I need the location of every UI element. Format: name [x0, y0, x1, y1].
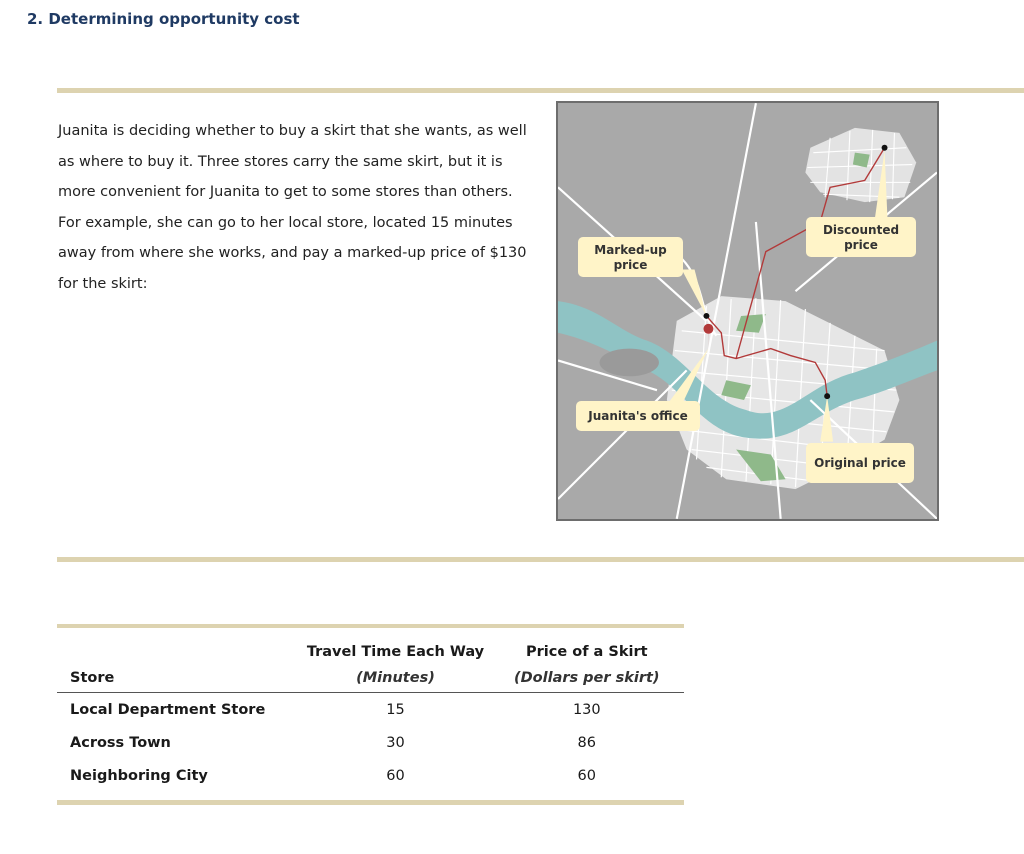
store-marker-marked-up [703, 313, 709, 319]
callout-juanitas-office: Juanita's office [576, 401, 700, 431]
divider-top [57, 88, 1024, 93]
travel-time: 15 [386, 701, 405, 718]
store-name: Local Department Store [70, 701, 266, 718]
skirt-price: 86 [577, 734, 596, 751]
header-travel-time: Travel Time Each Way [306, 644, 485, 660]
travel-time: 60 [386, 767, 405, 784]
table-row [57, 759, 684, 792]
city-map [556, 101, 939, 521]
table-header-row-2 [57, 664, 684, 693]
header-store-spacer [57, 628, 301, 664]
intro-paragraph: Juanita is deciding whether to buy a skirt that she wants, as well as where to buy it. Three stores carry the same skirt, but it is more convenient for Juanita to get to some stores than others. For example, she can go to her local store, located 15 minutes away from where she works, and pay a marked-up price of $130 for the skirt: [58, 123, 527, 292]
table-row [57, 726, 684, 759]
section-title: 2. Determining opportunity cost [27, 10, 300, 28]
travel-time: 30 [386, 734, 405, 751]
store-marker-original [824, 393, 830, 399]
store-marker-discounted [882, 145, 888, 151]
store-name: Neighboring City [70, 767, 208, 784]
store-comparison-table [57, 624, 684, 792]
header-price: Price of a Skirt [526, 644, 648, 660]
skirt-price: 130 [572, 701, 601, 718]
callout-marked-up-line2: price [613, 258, 648, 272]
callout-discounted-price [806, 217, 916, 257]
lake [600, 349, 659, 377]
callout-discounted-line2: price [844, 238, 878, 252]
divider-bottom [57, 800, 684, 805]
callout-discounted-line1: Discounted [822, 223, 900, 237]
callout-original-price: Original price [806, 443, 914, 483]
table-header-row-1 [57, 628, 684, 664]
store-name: Across Town [70, 734, 171, 751]
header-travel-unit: (Minutes) [301, 664, 489, 693]
divider-middle [57, 557, 1024, 562]
callout-marked-up-line1: Marked-up [594, 243, 667, 257]
callout-marked-up-price [578, 237, 683, 277]
table-row [57, 693, 684, 727]
skirt-price: 60 [577, 767, 596, 784]
header-price-unit: (Dollars per skirt) [490, 664, 684, 693]
header-store: Store [57, 664, 301, 693]
